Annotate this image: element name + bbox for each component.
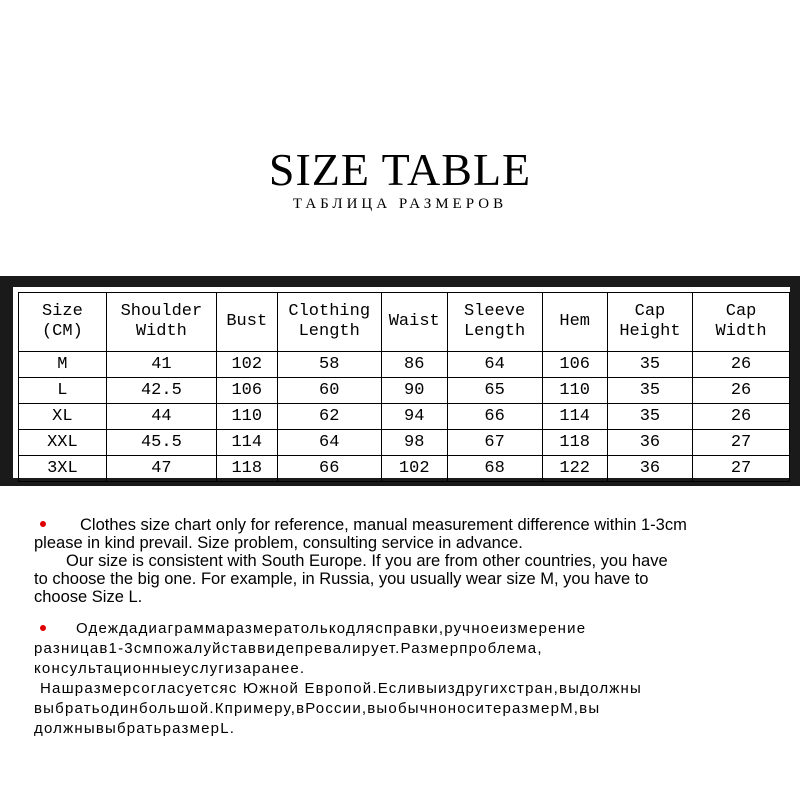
header-label: Cap <box>634 302 666 321</box>
table-cell: 102 <box>217 352 278 378</box>
note-line: to choose the big one. For example, in Russia, you usually wear size M, you have to <box>34 570 649 588</box>
table-cell: M <box>19 352 107 378</box>
table-cell: 110 <box>542 378 607 404</box>
header-label: Hem <box>559 312 590 331</box>
table-cell: 35 <box>607 352 692 378</box>
size-table-panel <box>13 287 790 478</box>
table-cell: 118 <box>542 430 607 456</box>
table-cell: 44 <box>106 404 216 430</box>
table-cell: 60 <box>277 378 381 404</box>
note-text: Clothes size chart only for reference, manual measurement difference within 1-3cm <box>80 516 687 534</box>
header-label: Cap <box>725 302 757 321</box>
table-cell: 114 <box>542 404 607 430</box>
table-row <box>19 430 790 456</box>
column-header <box>607 293 692 352</box>
table-cell: 3XL <box>19 456 107 482</box>
note-line: choose Size L. <box>34 588 143 606</box>
table-cell: XL <box>19 404 107 430</box>
column-header <box>106 293 216 352</box>
header-label: Length <box>463 322 526 341</box>
header-label: Size <box>41 302 83 321</box>
page-subtitle: ТАБЛИЦА РАЗМЕРОВ <box>292 196 508 212</box>
header-label: Waist <box>388 312 440 331</box>
column-header <box>447 293 542 352</box>
column-header <box>693 293 790 352</box>
note-text: Одеждадиаграммаразмератолькодлясправки,ручноеизмерение <box>76 620 587 637</box>
table-cell: 94 <box>381 404 447 430</box>
column-header <box>542 293 607 352</box>
page-title: SIZE TABLE <box>268 144 532 195</box>
size-table-frame <box>0 276 800 486</box>
table-cell: 98 <box>381 430 447 456</box>
table-cell: 90 <box>381 378 447 404</box>
note-line: разницав1-3смпожалуйставвидепревалирует.Размерпроблема, <box>34 640 543 657</box>
notes-english <box>34 516 794 606</box>
header-label: Length <box>298 322 360 341</box>
table-cell: 68 <box>447 456 542 482</box>
bullet-icon <box>40 625 46 631</box>
table-cell: 35 <box>607 378 692 404</box>
note-line: please in kind prevail. Size problem, consulting service in advance. <box>34 534 523 552</box>
table-cell: 26 <box>693 378 790 404</box>
table-cell: 64 <box>277 430 381 456</box>
table-cell: 114 <box>217 430 278 456</box>
note-line <box>34 516 794 534</box>
column-header <box>217 293 278 352</box>
note-line <box>34 619 794 639</box>
table-cell: XXL <box>19 430 107 456</box>
table-cell: 42.5 <box>106 378 216 404</box>
header-label: Shoulder <box>120 302 203 321</box>
table-cell: 47 <box>106 456 216 482</box>
table-cell: 86 <box>381 352 447 378</box>
table-row <box>19 352 790 378</box>
bullet-icon <box>40 521 46 527</box>
table-cell: 41 <box>106 352 216 378</box>
table-cell: 67 <box>447 430 542 456</box>
note-line: Нашразмерсогласуетсяс Южной Европой.Есливыиздругихстран,выдолжны <box>40 680 642 697</box>
table-row <box>19 378 790 404</box>
table-row <box>19 456 790 482</box>
note-line: должнывыбратьразмерL. <box>34 720 236 737</box>
table-cell: 62 <box>277 404 381 430</box>
note-line: выбратьодинбольшой.Кпримеру,вРоссии,выобычноноситеразмерМ,вы <box>34 700 601 717</box>
table-body <box>19 352 790 482</box>
table-cell: 64 <box>447 352 542 378</box>
table-cell: 45.5 <box>106 430 216 456</box>
table-cell: 66 <box>277 456 381 482</box>
table-cell: 110 <box>217 404 278 430</box>
table-cell: 36 <box>607 430 692 456</box>
table-cell: 26 <box>693 404 790 430</box>
table-cell: 106 <box>542 352 607 378</box>
table-cell: L <box>19 378 107 404</box>
table-cell: 36 <box>607 456 692 482</box>
table-cell: 27 <box>693 456 790 482</box>
table-cell: 35 <box>607 404 692 430</box>
table-cell: 27 <box>693 430 790 456</box>
table-cell: 26 <box>693 352 790 378</box>
table-cell: 122 <box>542 456 607 482</box>
table-cell: 106 <box>217 378 278 404</box>
notes-russian <box>34 619 794 739</box>
header-label: Sleeve <box>463 302 526 321</box>
table-cell: 118 <box>217 456 278 482</box>
size-table <box>18 292 790 482</box>
column-header <box>19 293 107 352</box>
table-header-row <box>19 293 790 352</box>
column-header <box>277 293 381 352</box>
header-label: Width <box>715 322 767 341</box>
table-cell: 102 <box>381 456 447 482</box>
note-line: консультационныеуслугизаранее. <box>34 660 306 677</box>
column-header <box>381 293 447 352</box>
header-label: (CM) <box>41 322 83 341</box>
table-row <box>19 404 790 430</box>
note-line: Our size is consistent with South Europe. If you are from other countries, you have <box>66 552 668 570</box>
header-label: Height <box>619 322 681 341</box>
header-label: Width <box>135 322 187 341</box>
header-label: Bust <box>226 312 268 331</box>
table-cell: 65 <box>447 378 542 404</box>
header-label: Clothing <box>288 302 371 321</box>
table-cell: 58 <box>277 352 381 378</box>
table-cell: 66 <box>447 404 542 430</box>
